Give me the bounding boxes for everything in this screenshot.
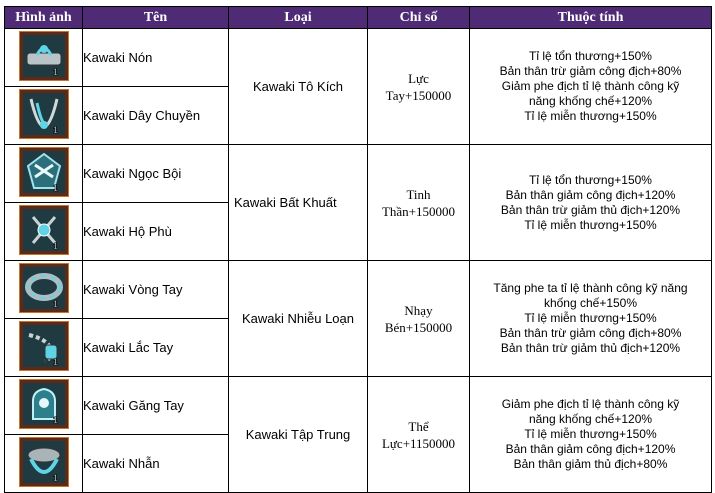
item-image-cell <box>5 203 83 261</box>
item-name: Kawaki Găng Tay <box>83 377 229 435</box>
stat-line: Thể <box>408 418 429 434</box>
stat-line: Bén+150000 <box>384 319 453 335</box>
bracelet-icon <box>19 263 69 313</box>
attribute-line: Tăng phe ta tỉ lệ thành công kỹ năng <box>493 281 688 295</box>
set-type: Kawaki Nhiễu Loạn <box>229 261 368 377</box>
item-name: Kawaki Lắc Tay <box>83 319 229 377</box>
item-image-cell <box>5 29 83 87</box>
header-type: Loại <box>229 7 368 29</box>
attribute-line: Bản thân giảm công địch+120% <box>505 442 676 456</box>
amulet-icon <box>19 205 69 255</box>
table-row <box>5 261 712 319</box>
attribute-line: Tỉ lệ tổn thương+150% <box>529 172 652 187</box>
table-row <box>5 145 712 203</box>
set-type: Kawaki Tập Trung <box>229 377 368 493</box>
attribute-line: năng khống chế+120% <box>528 94 653 108</box>
header-image: Hình ảnh <box>5 7 83 29</box>
attribute-line: Tỉ lệ miễn thương+150% <box>524 311 657 325</box>
item-name: Kawaki Nón <box>83 29 229 87</box>
attribute-line: Bản thân trừ giảm công địch+80% <box>499 64 682 78</box>
item-image-cell <box>5 319 83 377</box>
item-count: 1 <box>52 299 58 309</box>
item-count: 1 <box>52 473 58 483</box>
attribute-line: khống chế+150% <box>543 296 638 310</box>
item-name: Kawaki Dây Chuyền <box>83 87 229 145</box>
glove-icon <box>19 379 69 429</box>
header-stat: Chỉ số <box>368 7 470 29</box>
set-attributes <box>470 145 712 261</box>
ring-icon <box>19 437 69 487</box>
attribute-line: Giảm phe địch tỉ lệ thành công kỹ <box>501 397 680 411</box>
item-count: 1 <box>52 125 58 135</box>
item-image-cell <box>5 435 83 493</box>
stat-value <box>368 145 470 261</box>
header-row <box>5 7 712 29</box>
attribute-line: Tỉ lệ miễn thương+150% <box>524 109 657 123</box>
attribute-line: Bản thân giảm công địch+120% <box>505 187 676 202</box>
attribute-line: Tỉ lệ tổn thương+150% <box>529 49 652 63</box>
attribute-line: năng khống chế+120% <box>528 412 653 426</box>
stat-line: Thần+150000 <box>381 203 456 219</box>
item-image-cell <box>5 87 83 145</box>
attribute-line: Tỉ lệ miễn thương+150% <box>524 217 657 232</box>
equipment-table <box>4 6 712 493</box>
stat-value <box>368 261 470 377</box>
item-image-cell <box>5 377 83 435</box>
item-count: 1 <box>52 241 58 251</box>
item-image-cell <box>5 145 83 203</box>
jade-pendant-icon <box>19 147 69 197</box>
attribute-line: Bản thân giảm thủ địch+80% <box>513 457 668 471</box>
header-name: Tên <box>83 7 229 29</box>
stat-line: Tay+150000 <box>385 87 452 103</box>
item-name: Kawaki Vòng Tay <box>83 261 229 319</box>
attribute-line: Bản thân trừ giảm thủ địch+120% <box>500 341 681 355</box>
table-row <box>5 29 712 87</box>
chain-bracelet-icon <box>19 321 69 371</box>
stat-line: Lực+1150000 <box>381 435 456 451</box>
set-type: Kawaki Bất Khuất <box>229 145 368 261</box>
set-attributes <box>470 261 712 377</box>
set-type: Kawaki Tô Kích <box>229 29 368 145</box>
headband-icon <box>19 31 69 81</box>
item-name: Kawaki Nhẫn <box>83 435 229 493</box>
attribute-line: Bản thân trừ giảm công địch+80% <box>499 326 682 340</box>
stat-value <box>368 29 470 145</box>
item-image-cell <box>5 261 83 319</box>
set-attributes <box>470 377 712 493</box>
set-attributes <box>470 29 712 145</box>
attribute-line: Tỉ lệ miễn thương+150% <box>524 427 657 441</box>
item-count: 1 <box>52 357 58 367</box>
stat-value <box>368 377 470 493</box>
item-name: Kawaki Hộ Phù <box>83 203 229 261</box>
stat-line: Lực <box>408 70 429 86</box>
item-count: 1 <box>52 67 58 77</box>
item-count: 1 <box>52 415 58 425</box>
necklace-icon <box>19 89 69 139</box>
item-count: 1 <box>52 183 58 193</box>
stat-line: Nhạy <box>404 302 433 318</box>
attribute-line: Bản thân trừ giảm thủ địch+120% <box>500 202 681 217</box>
table-row <box>5 377 712 435</box>
stat-line: Tinh <box>406 186 431 202</box>
item-name: Kawaki Ngọc Bội <box>83 145 229 203</box>
header-attributes: Thuộc tính <box>470 7 712 29</box>
attribute-line: Giảm phe địch tỉ lệ thành công kỹ <box>501 79 680 93</box>
